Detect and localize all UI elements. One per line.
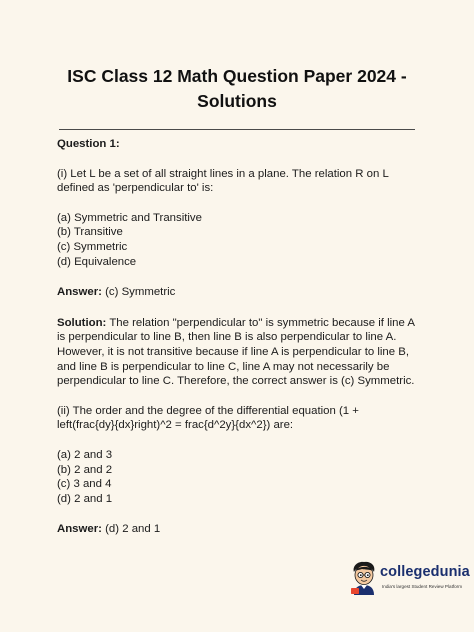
solution-text: The relation "perpendicular to" is symmetric because if line A is perpendicular to line B, then line B is also perpendicular to line A. However, it is not transitive because if line A is perpendicular to line B, and line B is perpendicular to line C, line A may not necessarily be perpendicular to line C. Therefore, the correct answer is (c) Symmetric. xyxy=(57,316,415,388)
solution-label: Solution: xyxy=(57,316,107,329)
document-body xyxy=(57,137,419,537)
answer-line xyxy=(57,285,419,300)
answer-label: Answer: xyxy=(57,286,102,299)
option-item: (a) Symmetric and Transitive xyxy=(57,211,202,224)
answer-label: Answer: xyxy=(57,523,102,536)
answer-line xyxy=(57,522,419,537)
option-item: (c) 3 and 4 xyxy=(57,478,112,491)
question1-part-ii: (ii) The order and the degree of the differential equation (1 + left(frac{dy}{dx}right)^2 = frac{d^2y}{dx^2}) are: xyxy=(57,404,359,432)
solution-paragraph xyxy=(57,316,419,389)
title-divider xyxy=(59,129,415,130)
logo-wordmark: collegedunia xyxy=(380,564,470,580)
option-item: (d) 2 and 1 xyxy=(57,492,113,505)
answer-text: (d) 2 and 1 xyxy=(101,523,161,536)
option-item: (d) Equivalence xyxy=(57,255,137,268)
option-item: (c) Symmetric xyxy=(57,240,128,253)
page-title: ISC Class 12 Math Question Paper 2024 - Solutions xyxy=(67,66,407,111)
collegedunia-logo xyxy=(350,560,470,600)
student-mascot-icon xyxy=(350,560,378,596)
option-item: (a) 2 and 3 xyxy=(57,448,113,461)
option-item: (b) 2 and 2 xyxy=(57,463,113,476)
option-item: (b) Transitive xyxy=(57,226,123,239)
question1-part-i: (i) Let L be a set of all straight lines in a plane. The relation R on L defined as 'perpendicular to' is: xyxy=(57,167,389,195)
logo-tagline: India's largest Student Review Platform xyxy=(382,584,463,589)
question1-heading: Question 1: xyxy=(57,138,120,150)
answer-text: (c) Symmetric xyxy=(101,286,176,299)
